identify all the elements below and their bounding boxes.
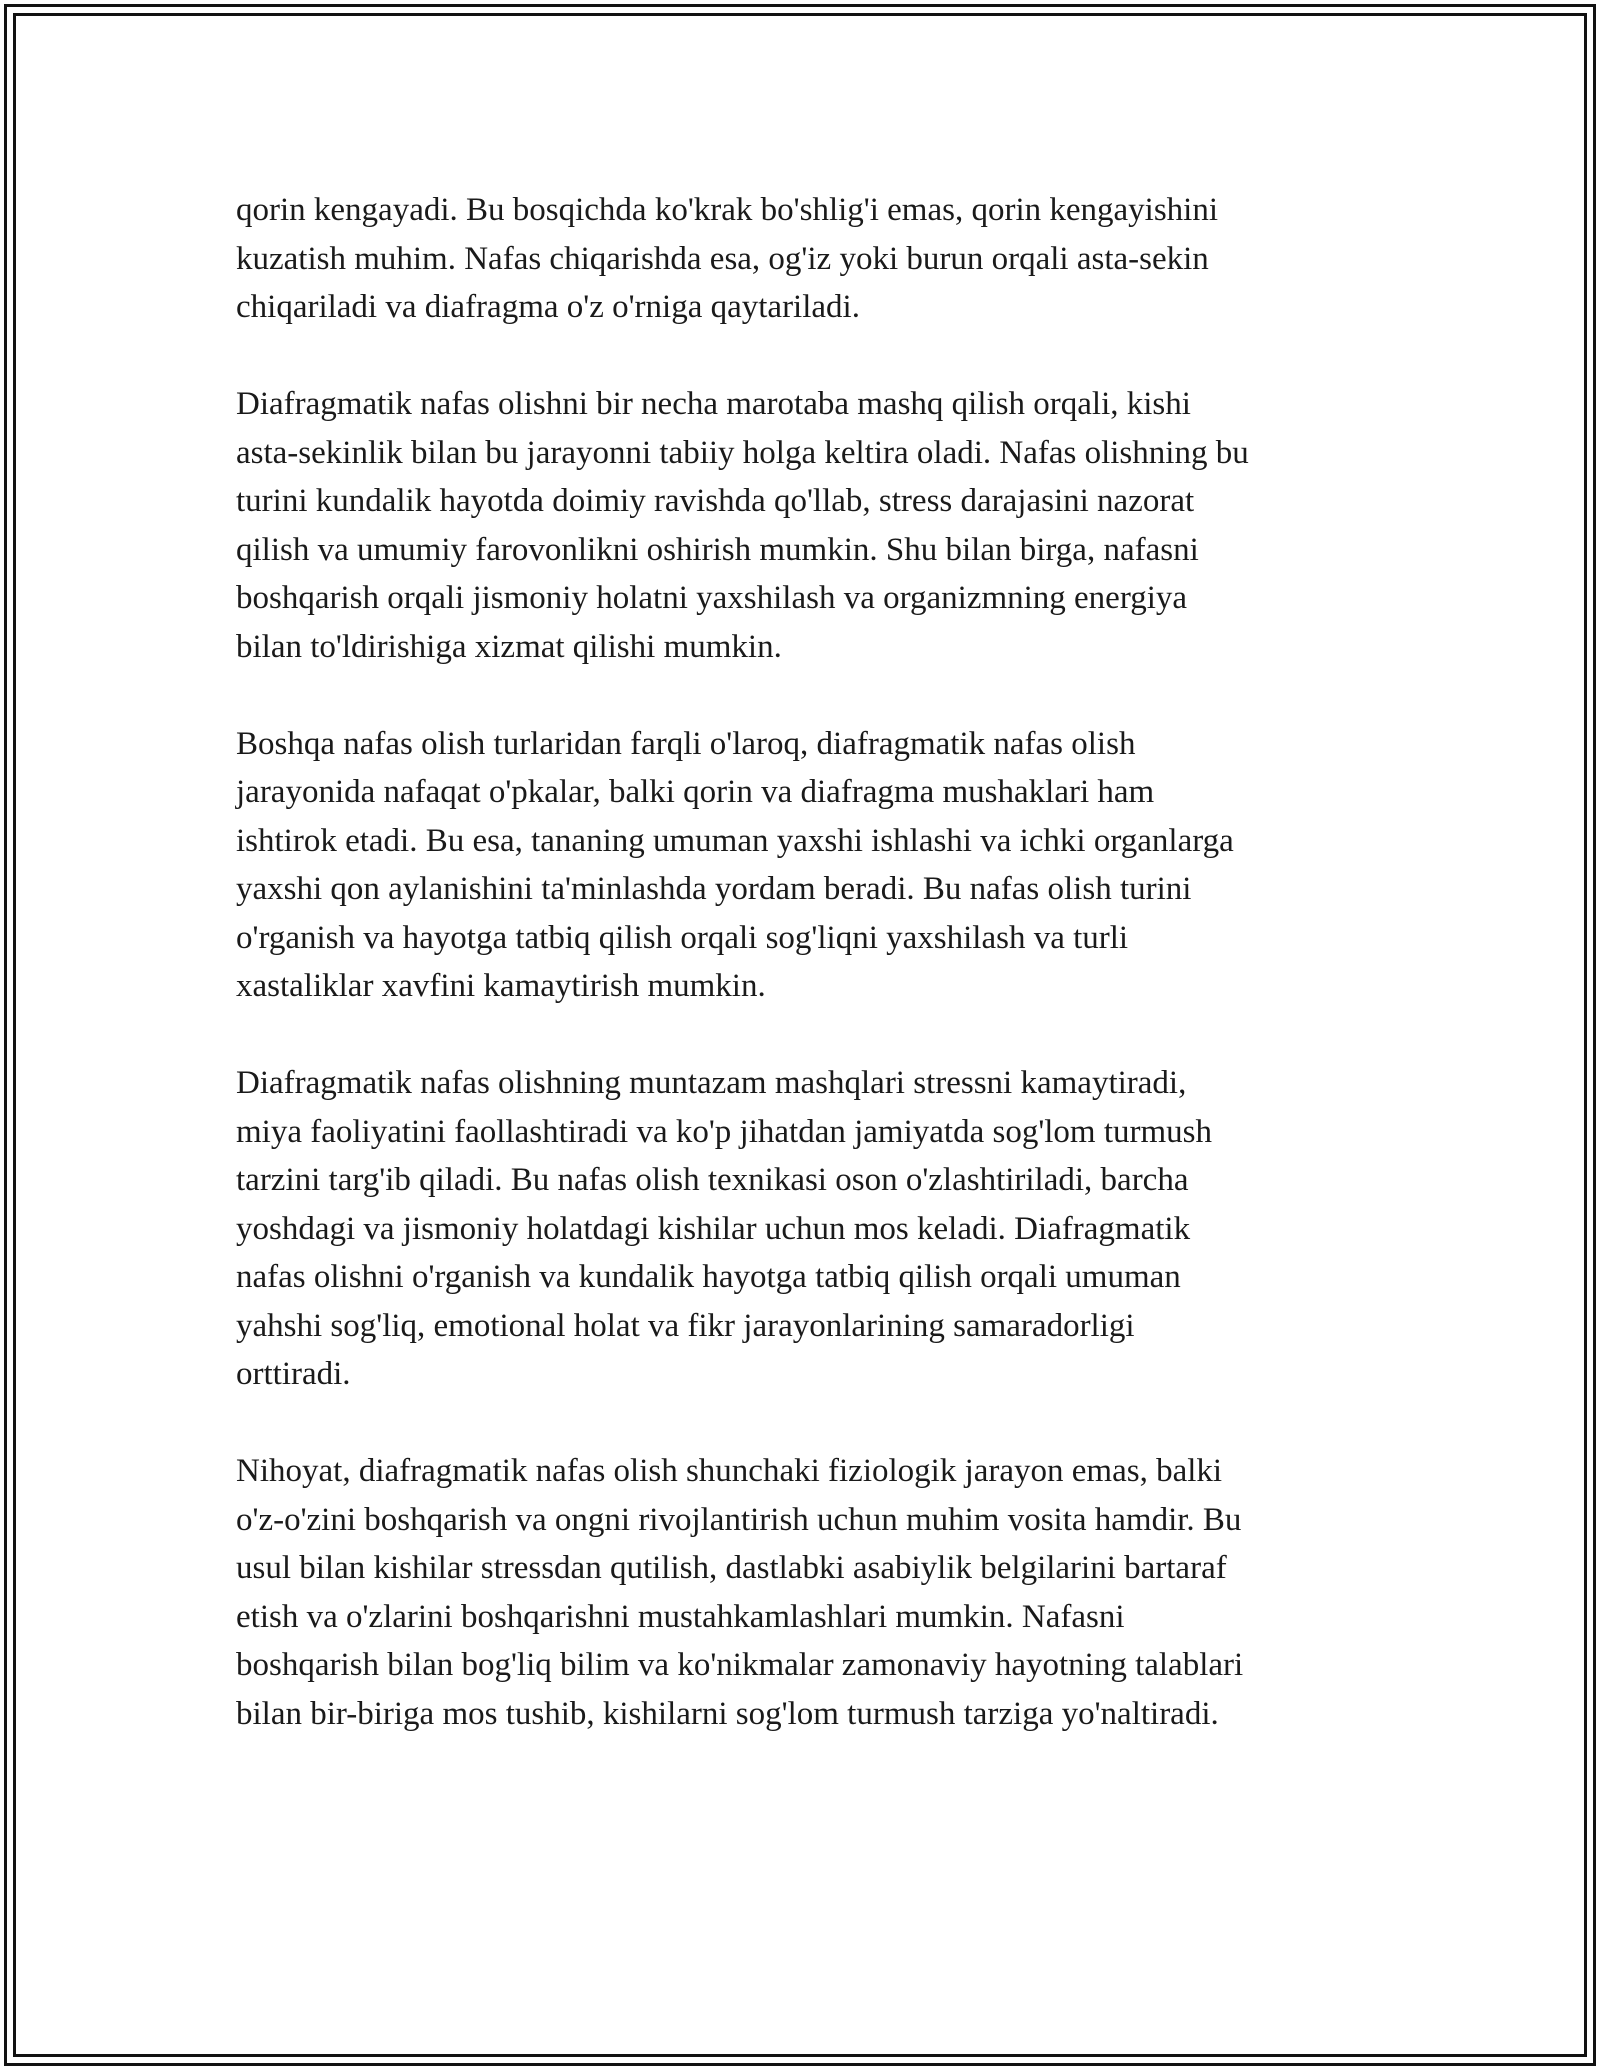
text-line: jarayonida nafaqat o'pkalar, balki qorin va diafragma mushaklari ham [236, 774, 1155, 810]
text-line: qorin kengayadi. Bu bosqichda ko'krak bo'shlig'i emas, qorin kengayishini [236, 192, 1219, 228]
text-line: miya faoliyatini faollashtiradi va ko'p jihatdan jamiyatda sog'lom turmush [236, 1113, 1213, 1150]
text-line: yaxshi qon aylanishini ta'minlashda yordam beradi. Bu nafas olish turini [236, 871, 1192, 907]
text-line: tarzini targ'ib qiladi. Bu nafas olish texnikasi oson o'zlashtiriladi, barcha [236, 1162, 1189, 1198]
text-line: yoshdagi va jismoniy holatdagi kishilar uchun mos keladi. Diafragmatik [236, 1210, 1191, 1247]
text-line: Diafragmatik nafas olishning muntazam mashqlari stressni kamaytiradi, [236, 1065, 1187, 1101]
text-line: asta-sekinlik bilan bu jarayonni tabiiy holga keltira oladi. Nafas olishning bu [236, 434, 1249, 471]
text-line: bilan to'ldirishiga xizmat qilishi mumkin. [236, 628, 782, 665]
text-line: Boshqa nafas olish turlaridan farqli o'laroq, diafragmatik nafas olish [236, 725, 1136, 762]
paragraph-4 [236, 1059, 1366, 1399]
document-body [236, 186, 1366, 1787]
text-line: bilan bir-biriga mos tushib, kishilarni sog'lom turmush tarziga yo'naltiradi. [236, 1695, 1219, 1732]
text-line: nafas olishni o'rganish va kundalik hayotga tatbiq qilish orqali umuman [236, 1259, 1181, 1295]
text-line: boshqarish orqali jismoniy holatni yaxshilash va organizmning energiya [236, 580, 1188, 616]
text-line: Diafragmatik nafas olishni bir necha marotaba mashq qilish orqali, kishi [236, 386, 1191, 422]
text-line: chiqariladi va diafragma o'z o'rniga qaytariladi. [236, 289, 860, 325]
paragraph-1 [236, 186, 1366, 332]
text-line: ishtirok etadi. Bu esa, tananing umuman yaxshi ishlashi va ichki organlarga [236, 822, 1234, 859]
text-line: kuzatish muhim. Nafas chiqarishda esa, og'iz yoki burun orqali asta-sekin [236, 240, 1209, 277]
text-line: turini kundalik hayotda doimiy ravishda qo'llab, stress darajasini nazorat [236, 483, 1195, 519]
text-line: qilish va umumiy farovonlikni oshirish mumkin. Shu bilan birga, nafasni [236, 531, 1199, 568]
text-line: orttiradi. [236, 1356, 351, 1392]
text-line: etish va o'zlarini boshqarishni mustahkamlashlari mumkin. Nafasni [236, 1598, 1125, 1635]
text-line: o'z-o'zini boshqarish va ongni rivojlantirish uchun muhim vosita hamdir. Bu [236, 1501, 1242, 1538]
paragraph-5 [236, 1447, 1366, 1738]
text-line: boshqarish bilan bog'liq bilim va ko'nikmalar zamonaviy hayotning talablari [236, 1647, 1244, 1683]
paragraph-2 [236, 380, 1366, 671]
text-line: usul bilan kishilar stressdan qutilish, dastlabki asabiylik belgilarini bartaraf [236, 1550, 1227, 1586]
text-line: yahshi sog'liq, emotional holat va fikr jarayonlarining samaradorligi [236, 1307, 1135, 1344]
text-line: o'rganish va hayotga tatbiq qilish orqali sog'liqni yaxshilash va turli [236, 919, 1129, 956]
paragraph-3 [236, 720, 1366, 1011]
text-line: Nihoyat, diafragmatik nafas olish shunchaki fiziologik jarayon emas, balki [236, 1453, 1223, 1489]
text-line: xastaliklar xavfini kamaytirish mumkin. [236, 968, 766, 1004]
